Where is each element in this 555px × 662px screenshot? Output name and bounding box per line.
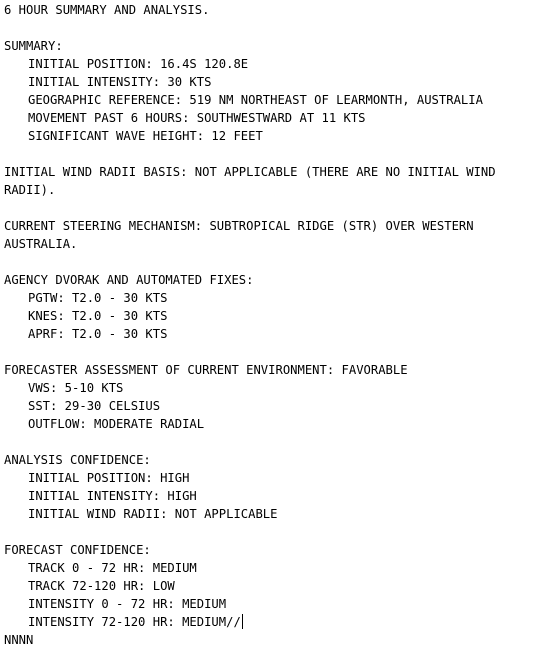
environment-sst: SST: 29-30 CELSIUS [28, 399, 161, 413]
initial-position-line: INITIAL POSITION: 16.4S 120.8E [28, 57, 249, 71]
forecast-confidence-track-long: TRACK 72-120 HR: LOW [28, 579, 175, 593]
bulletin-header: 6 HOUR SUMMARY AND ANALYSIS. [4, 3, 210, 17]
dvorak-fix-knes: KNES: T2.0 - 30 KTS [28, 309, 168, 323]
summary-heading: SUMMARY: [4, 39, 63, 53]
wind-radii-basis-line-1: INITIAL WIND RADII BASIS: NOT APPLICABLE (THERE ARE NO INITIAL WIND [4, 165, 496, 179]
steering-line-1: CURRENT STEERING MECHANISM: SUBTROPICAL RIDGE (STR) OVER WESTERN [4, 219, 474, 233]
blank-line [4, 199, 554, 217]
wave-height-line: SIGNIFICANT WAVE HEIGHT: 12 FEET [28, 129, 263, 143]
dvorak-heading: AGENCY DVORAK AND AUTOMATED FIXES: [4, 273, 254, 287]
blank-line [4, 145, 554, 163]
analysis-confidence-intensity: INITIAL INTENSITY: HIGH [28, 489, 197, 503]
end-marker: NNNN [4, 633, 34, 647]
steering-line-2: AUSTRALIA. [4, 237, 78, 251]
forecast-confidence-intensity-long: INTENSITY 72-120 HR: MEDIUM// [28, 615, 241, 629]
forecast-confidence-heading: FORECAST CONFIDENCE: [4, 543, 151, 557]
wind-radii-basis-line-2: RADII). [4, 183, 56, 197]
dvorak-fix-pgtw: PGTW: T2.0 - 30 KTS [28, 291, 168, 305]
blank-line [4, 523, 554, 541]
blank-line [4, 19, 554, 37]
geographic-reference-line: GEOGRAPHIC REFERENCE: 519 NM NORTHEAST OF LEARMONTH, AUSTRALIA [28, 93, 483, 107]
forecast-confidence-intensity-short: INTENSITY 0 - 72 HR: MEDIUM [28, 597, 227, 611]
text-cursor [242, 614, 243, 629]
environment-outflow: OUTFLOW: MODERATE RADIAL [28, 417, 205, 431]
analysis-confidence-wind-radii: INITIAL WIND RADII: NOT APPLICABLE [28, 507, 278, 521]
analysis-confidence-heading: ANALYSIS CONFIDENCE: [4, 453, 151, 467]
forecast-confidence-track-short: TRACK 0 - 72 HR: MEDIUM [28, 561, 197, 575]
initial-intensity-line: INITIAL INTENSITY: 30 KTS [28, 75, 212, 89]
blank-line [4, 433, 554, 451]
dvorak-fix-aprf: APRF: T2.0 - 30 KTS [28, 327, 168, 341]
environment-heading: FORECASTER ASSESSMENT OF CURRENT ENVIRONMENT: FAVORABLE [4, 363, 408, 377]
blank-line [4, 343, 554, 361]
bulletin-text[interactable] [4, 1, 554, 649]
analysis-confidence-position: INITIAL POSITION: HIGH [28, 471, 190, 485]
environment-vws: VWS: 5-10 KTS [28, 381, 124, 395]
blank-line [4, 253, 554, 271]
forecast-confidence-intensity-long-row [4, 613, 554, 631]
movement-line: MOVEMENT PAST 6 HOURS: SOUTHWESTWARD AT 11 KTS [28, 111, 366, 125]
